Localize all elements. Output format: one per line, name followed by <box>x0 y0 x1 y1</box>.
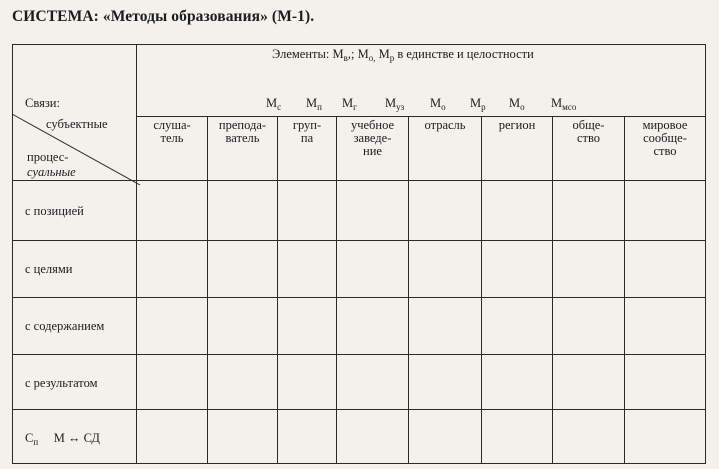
column-header: слуша- тель <box>153 118 191 145</box>
symbol: $М_{мсо}$ <box>551 96 577 112</box>
column-header: груп- па <box>292 118 322 145</box>
symbol: $М_с$ <box>266 96 282 112</box>
process-label-1: процес- <box>27 150 69 164</box>
row-label: с результатом <box>25 376 98 390</box>
row-label: с целями <box>25 262 73 276</box>
symbol: $М_о$ <box>430 96 446 112</box>
symbol: $М_г$ <box>342 96 357 112</box>
column-header: препода- ватель <box>218 118 267 145</box>
symbol: $М_п$ <box>306 96 322 112</box>
row-label-last: $С_п$ М ↔ СД <box>25 431 100 447</box>
process-label-2: суальные <box>27 165 76 179</box>
symbol: $М_о$ <box>509 96 525 112</box>
table-border <box>13 45 706 464</box>
column-header: обще- ство <box>572 118 605 145</box>
column-header: отрасль <box>424 118 466 132</box>
row-label: с позицией <box>25 204 84 218</box>
row-label: с содержанием <box>25 319 105 333</box>
column-header: регион <box>498 118 536 132</box>
links-label: Связи: <box>25 96 60 110</box>
elements-header: Элементы: $М_в$,; $М_{о,}$ $М_р$ в единстве и целостности <box>272 47 534 63</box>
subject-label: субъектные <box>46 117 108 131</box>
symbol: $М_р$ <box>470 96 486 112</box>
column-header: учебное заведе- ние <box>350 118 395 158</box>
page-title: СИСТЕМА: «Методы образования» (М-1). <box>12 8 315 25</box>
column-header: мировое сообще- ство <box>642 118 688 158</box>
symbol: $М_{уз}$ <box>385 96 405 112</box>
